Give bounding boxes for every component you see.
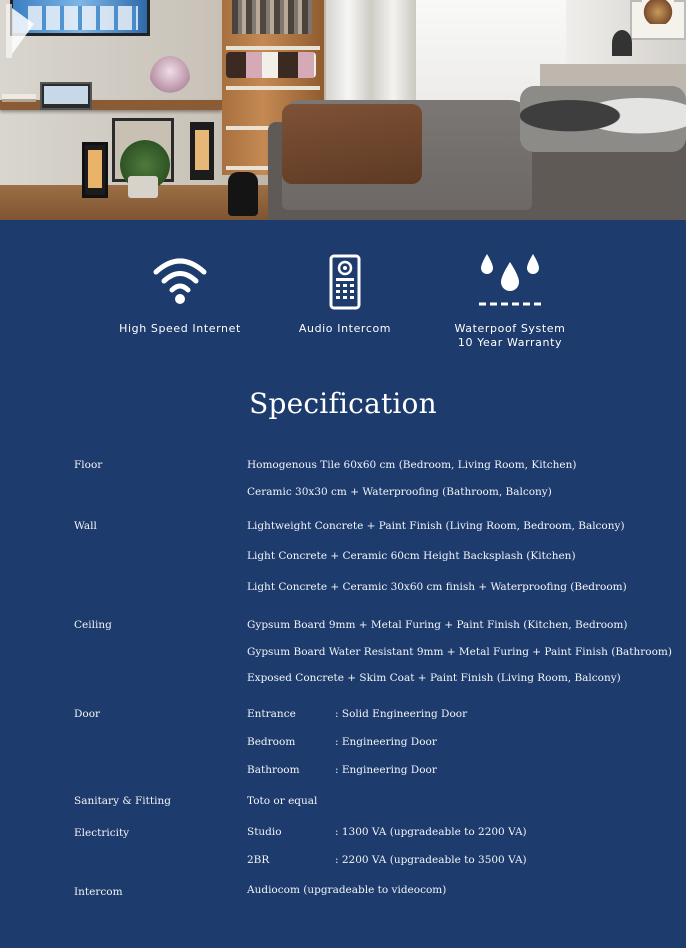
- spec-value: Audiocom (upgradeable to videocom): [247, 884, 447, 896]
- hanging-clothes: [232, 0, 312, 34]
- spec-value: : 2200 VA (upgradeable to 3500 VA): [335, 854, 527, 866]
- wall-art-image: [642, 0, 674, 24]
- laptop-screen: [44, 86, 88, 104]
- spec-category-intercom: Intercom: [74, 886, 123, 898]
- spec-category-floor: Floor: [74, 459, 103, 471]
- feature-sublabel: 10 Year Warranty: [457, 336, 563, 349]
- pillows: [520, 86, 686, 152]
- spec-value: Homogenous Tile 60x60 cm (Bedroom, Living Room, Kitchen): [247, 459, 577, 471]
- spec-category-ceiling: Ceiling: [74, 619, 112, 631]
- spec-value: Gypsum Board 9mm + Metal Furing + Paint Finish (Kitchen, Bedroom): [247, 619, 628, 631]
- spec-value: Gypsum Board Water Resistant 9mm + Metal Furing + Paint Finish (Bathroom): [247, 646, 672, 658]
- handbags: [226, 52, 316, 78]
- lantern-light: [88, 150, 102, 188]
- water-drops-icon: [475, 252, 545, 312]
- feature-waterproof-system: [410, 252, 610, 350]
- spec-value: : 1300 VA (upgradeable to 2200 VA): [335, 826, 527, 838]
- intercom-icon: [315, 252, 375, 312]
- spec-key: Entrance: [247, 708, 296, 720]
- play-icon[interactable]: [6, 4, 36, 58]
- spec-category-electricity: Electricity: [74, 827, 130, 839]
- flower-vase: [150, 56, 190, 100]
- spec-value: Light Concrete + Ceramic 60cm Height Backsplash (Kitchen): [247, 550, 576, 562]
- spec-category-wall: Wall: [74, 520, 97, 532]
- spec-category-sanitary: Sanitary & Fitting: [74, 795, 171, 807]
- feature-label: High Speed Internet: [119, 322, 241, 335]
- bed-throw: [282, 104, 422, 184]
- specification-title: Specification: [249, 387, 437, 420]
- feature-label: Audio Intercom: [298, 322, 392, 335]
- television-screen: [28, 6, 138, 30]
- spec-value: Ceramic 30x30 cm + Waterproofing (Bathroom, Balcony): [247, 486, 552, 498]
- spec-value: Light Concrete + Ceramic 30x60 cm finish + Waterproofing (Bedroom): [247, 581, 627, 593]
- spec-key: Bedroom: [247, 736, 296, 748]
- spec-value: Lightweight Concrete + Paint Finish (Living Room, Bedroom, Balcony): [247, 520, 625, 532]
- books: [2, 94, 36, 102]
- bag: [228, 172, 258, 216]
- wifi-icon: [150, 252, 210, 312]
- spec-value: Exposed Concrete + Skim Coat + Paint Finish (Living Room, Balcony): [247, 672, 621, 684]
- spec-value: Toto or equal: [247, 795, 318, 807]
- spec-value: : Engineering Door: [335, 764, 437, 776]
- spec-category-door: Door: [74, 708, 101, 720]
- spec-key: 2BR: [247, 854, 270, 866]
- plant-pot: [128, 176, 158, 198]
- spec-value: : Solid Engineering Door: [335, 708, 468, 720]
- lantern-light: [195, 130, 209, 170]
- spec-key: Bathroom: [247, 764, 300, 776]
- spec-value: : Engineering Door: [335, 736, 437, 748]
- feature-label: Waterpoof System: [454, 322, 566, 335]
- spec-key: Studio: [247, 826, 282, 838]
- hero-bedroom-photo: [0, 0, 686, 220]
- wall-lamp: [612, 30, 632, 56]
